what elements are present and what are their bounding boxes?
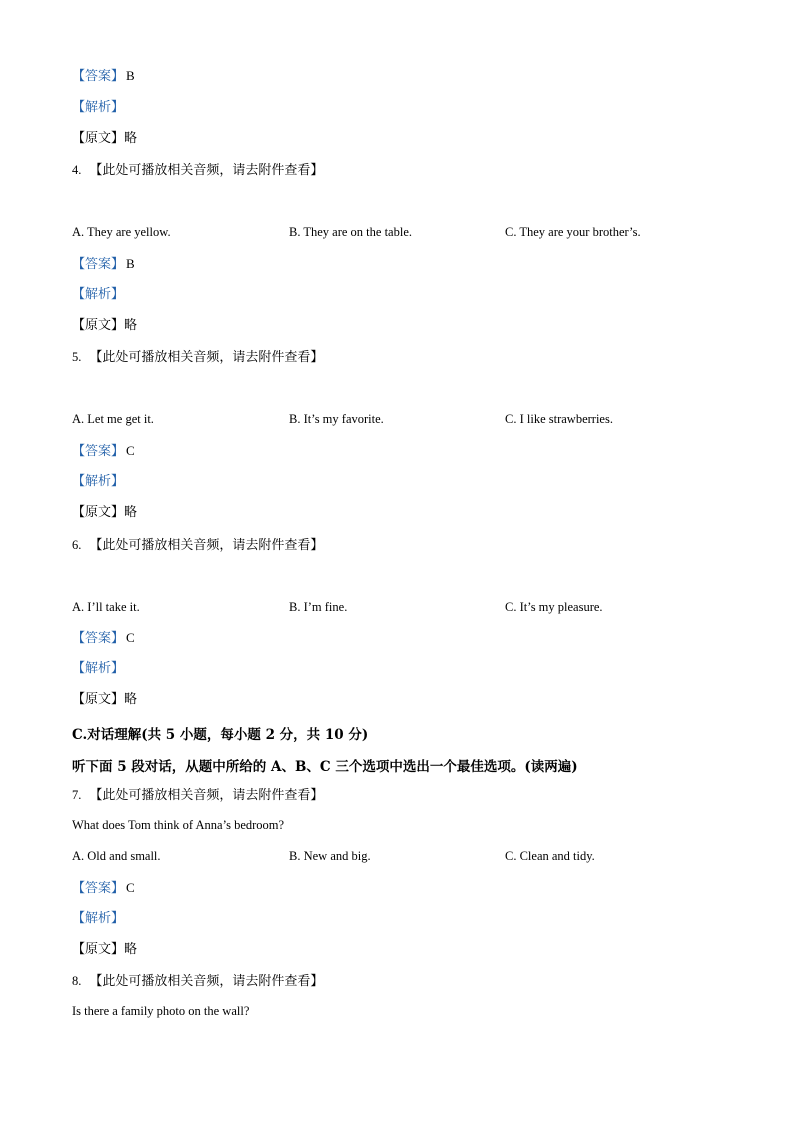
answer-label: 【答案】 — [72, 257, 125, 272]
q6-original-line — [72, 692, 137, 708]
q6-option-b: B. I’m fine. — [289, 600, 348, 614]
original-value: 略 — [124, 692, 138, 707]
original-label: 【原文】 — [72, 505, 125, 520]
analysis-label: 【解析】 — [72, 474, 125, 489]
q4-answer-line — [72, 256, 135, 273]
question-number: 8. — [72, 974, 82, 988]
q4-option-a: A. They are yellow. — [72, 225, 171, 239]
q4-option-b: B. They are on the table. — [289, 225, 412, 239]
question-number: 7. — [72, 788, 82, 802]
q7-analysis-line — [72, 911, 124, 927]
section-c-instruction: 听下面 5 段对话，从题中所给的 A、B、C 三个选项中选出一个最佳选项。(读两遍) — [72, 759, 578, 775]
answer-label: 【答案】 — [72, 444, 125, 459]
q3-analysis-line — [72, 100, 124, 116]
q5-header — [72, 349, 323, 366]
answer-label: 【答案】 — [72, 69, 125, 84]
question-number: 5. — [72, 350, 82, 364]
q7-answer-line — [72, 880, 135, 897]
analysis-label: 【解析】 — [72, 100, 125, 115]
q6-analysis-line — [72, 661, 124, 677]
original-label: 【原文】 — [72, 692, 125, 707]
original-value: 略 — [124, 318, 138, 333]
q4-option-c: C. They are your brother’s. — [505, 225, 641, 239]
answer-value: B — [126, 68, 135, 83]
answer-value: B — [126, 256, 135, 271]
answer-value: C — [126, 443, 135, 458]
q6-answer-line — [72, 630, 135, 647]
original-label: 【原文】 — [72, 942, 125, 957]
q7-question: What does Tom think of Anna’s bedroom? — [72, 818, 285, 832]
section-c-title: C.对话理解(共 5 小题，每小题 2 分，共 10 分) — [72, 727, 369, 743]
q5-analysis-line — [72, 474, 124, 490]
q7-option-a: A. Old and small. — [72, 849, 161, 863]
original-value: 略 — [124, 942, 138, 957]
q7-option-c: C. Clean and tidy. — [505, 849, 595, 863]
q6-option-c: C. It’s my pleasure. — [505, 600, 603, 614]
answer-value: C — [126, 630, 135, 645]
q7-original-line — [72, 942, 137, 958]
q7-header — [72, 787, 323, 804]
answer-label: 【答案】 — [72, 631, 125, 646]
q4-header — [72, 162, 323, 179]
q5-option-c: C. I like strawberries. — [505, 412, 613, 426]
original-value: 略 — [124, 505, 138, 520]
answer-label: 【答案】 — [72, 881, 125, 896]
analysis-label: 【解析】 — [72, 911, 125, 926]
audio-note: 【此处可播放相关音频，请去附件查看】 — [89, 350, 324, 365]
q5-answer-line — [72, 443, 135, 460]
question-number: 6. — [72, 538, 82, 552]
original-label: 【原文】 — [72, 318, 125, 333]
q5-option-b: B. It’s my favorite. — [289, 412, 384, 426]
original-value: 略 — [124, 131, 138, 146]
q3-answer-line — [72, 68, 135, 85]
answer-value: C — [126, 880, 135, 895]
q6-header — [72, 537, 323, 554]
q8-header — [72, 973, 323, 990]
question-number: 4. — [72, 163, 82, 177]
audio-note: 【此处可播放相关音频，请去附件查看】 — [89, 788, 324, 803]
q4-analysis-line — [72, 287, 124, 303]
analysis-label: 【解析】 — [72, 661, 125, 676]
q8-question: Is there a family photo on the wall? — [72, 1004, 250, 1018]
original-label: 【原文】 — [72, 131, 125, 146]
analysis-label: 【解析】 — [72, 287, 125, 302]
q3-original-line — [72, 131, 137, 147]
q5-option-a: A. Let me get it. — [72, 412, 154, 426]
audio-note: 【此处可播放相关音频，请去附件查看】 — [89, 974, 324, 989]
audio-note: 【此处可播放相关音频，请去附件查看】 — [89, 538, 324, 553]
q6-option-a: A. I’ll take it. — [72, 600, 140, 614]
q5-original-line — [72, 505, 137, 521]
q7-option-b: B. New and big. — [289, 849, 371, 863]
q4-original-line — [72, 318, 137, 334]
audio-note: 【此处可播放相关音频，请去附件查看】 — [89, 163, 324, 178]
